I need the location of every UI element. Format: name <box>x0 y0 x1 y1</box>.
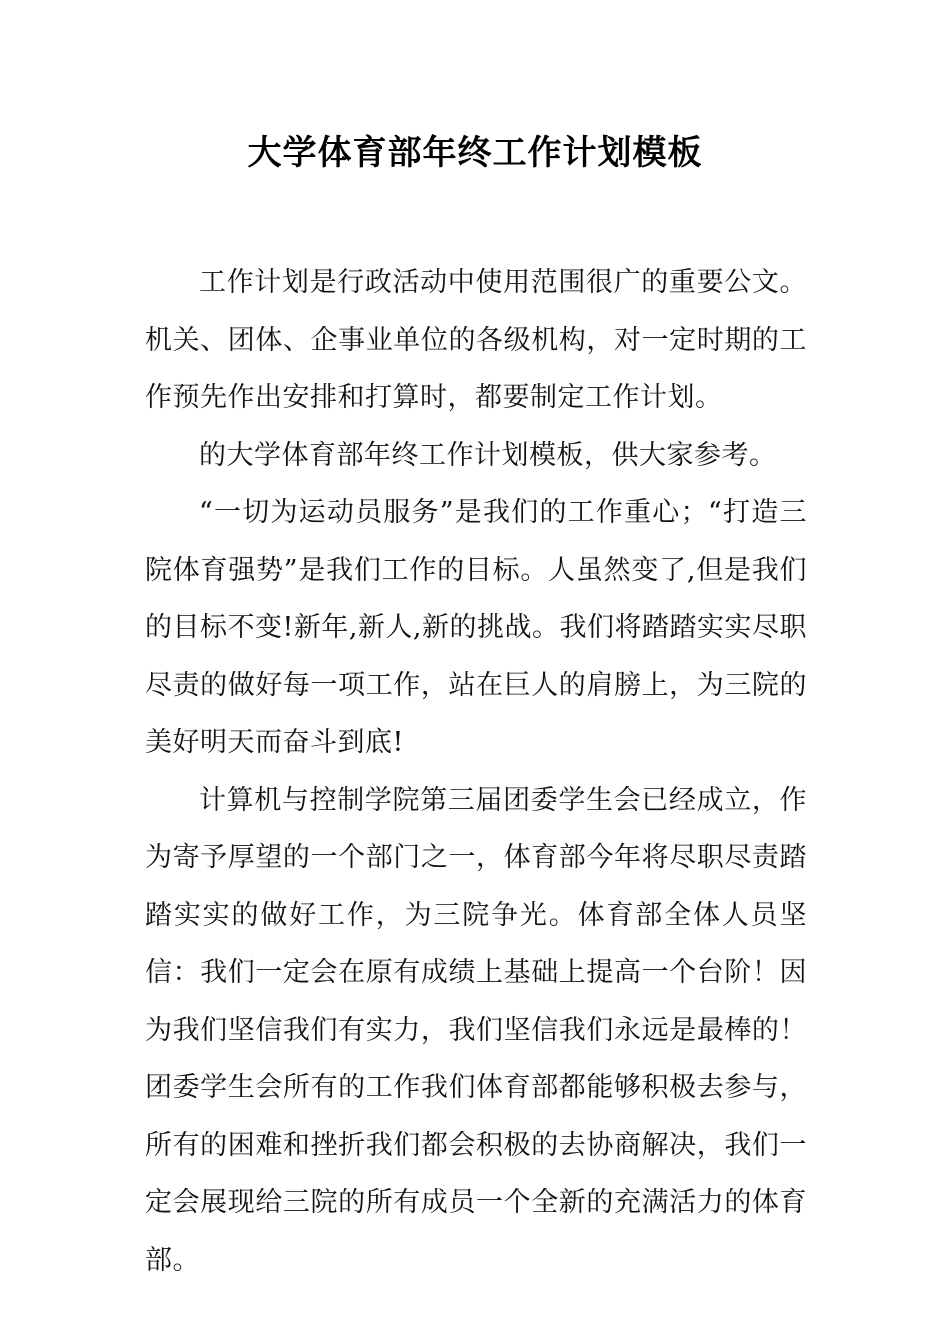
paragraph-reference: 的大学体育部年终工作计划模板，供大家参考。 <box>199 439 777 471</box>
document-body <box>145 254 807 1289</box>
paragraph-plan: 计算机与控制学院第三届团委学生会已经成立，作为寄予厚望的一个部门之一，体育部今年将尽职尽责踏踏实实的做好工作，为三院争光。体育部全体人员坚信：我们一定会在原有成绩上基础上提高一个台阶！因为我们坚信我们有实力，我们坚信我们永远是最棒的！团委学生会所有的工作我们体育部都能够积极去参与，所有的困难和挫折我们都会积极的去协商解决，我们一定会展现给三院的所有成员一个全新的充满活力的体育部。 <box>145 784 807 1276</box>
paragraph-goal: “一切为运动员服务”是我们的工作重心；“打造三院体育强势”是我们工作的目标。人虽然变了,但是我们的目标不变!新年,新人,新的挑战。我们将踏踏实实尽职尽责的做好每一项工作，站在巨人的肩膀上，为三院的美好明天而奋斗到底! <box>145 497 808 758</box>
document-title: 大学体育部年终工作计划模板 <box>247 133 703 173</box>
paragraph-intro: 工作计划是行政活动中使用范围很广的重要公文。机关、团体、企事业单位的各级机构，对一定时期的工作预先作出安排和打算时，都要制定工作计划。 <box>145 267 807 413</box>
